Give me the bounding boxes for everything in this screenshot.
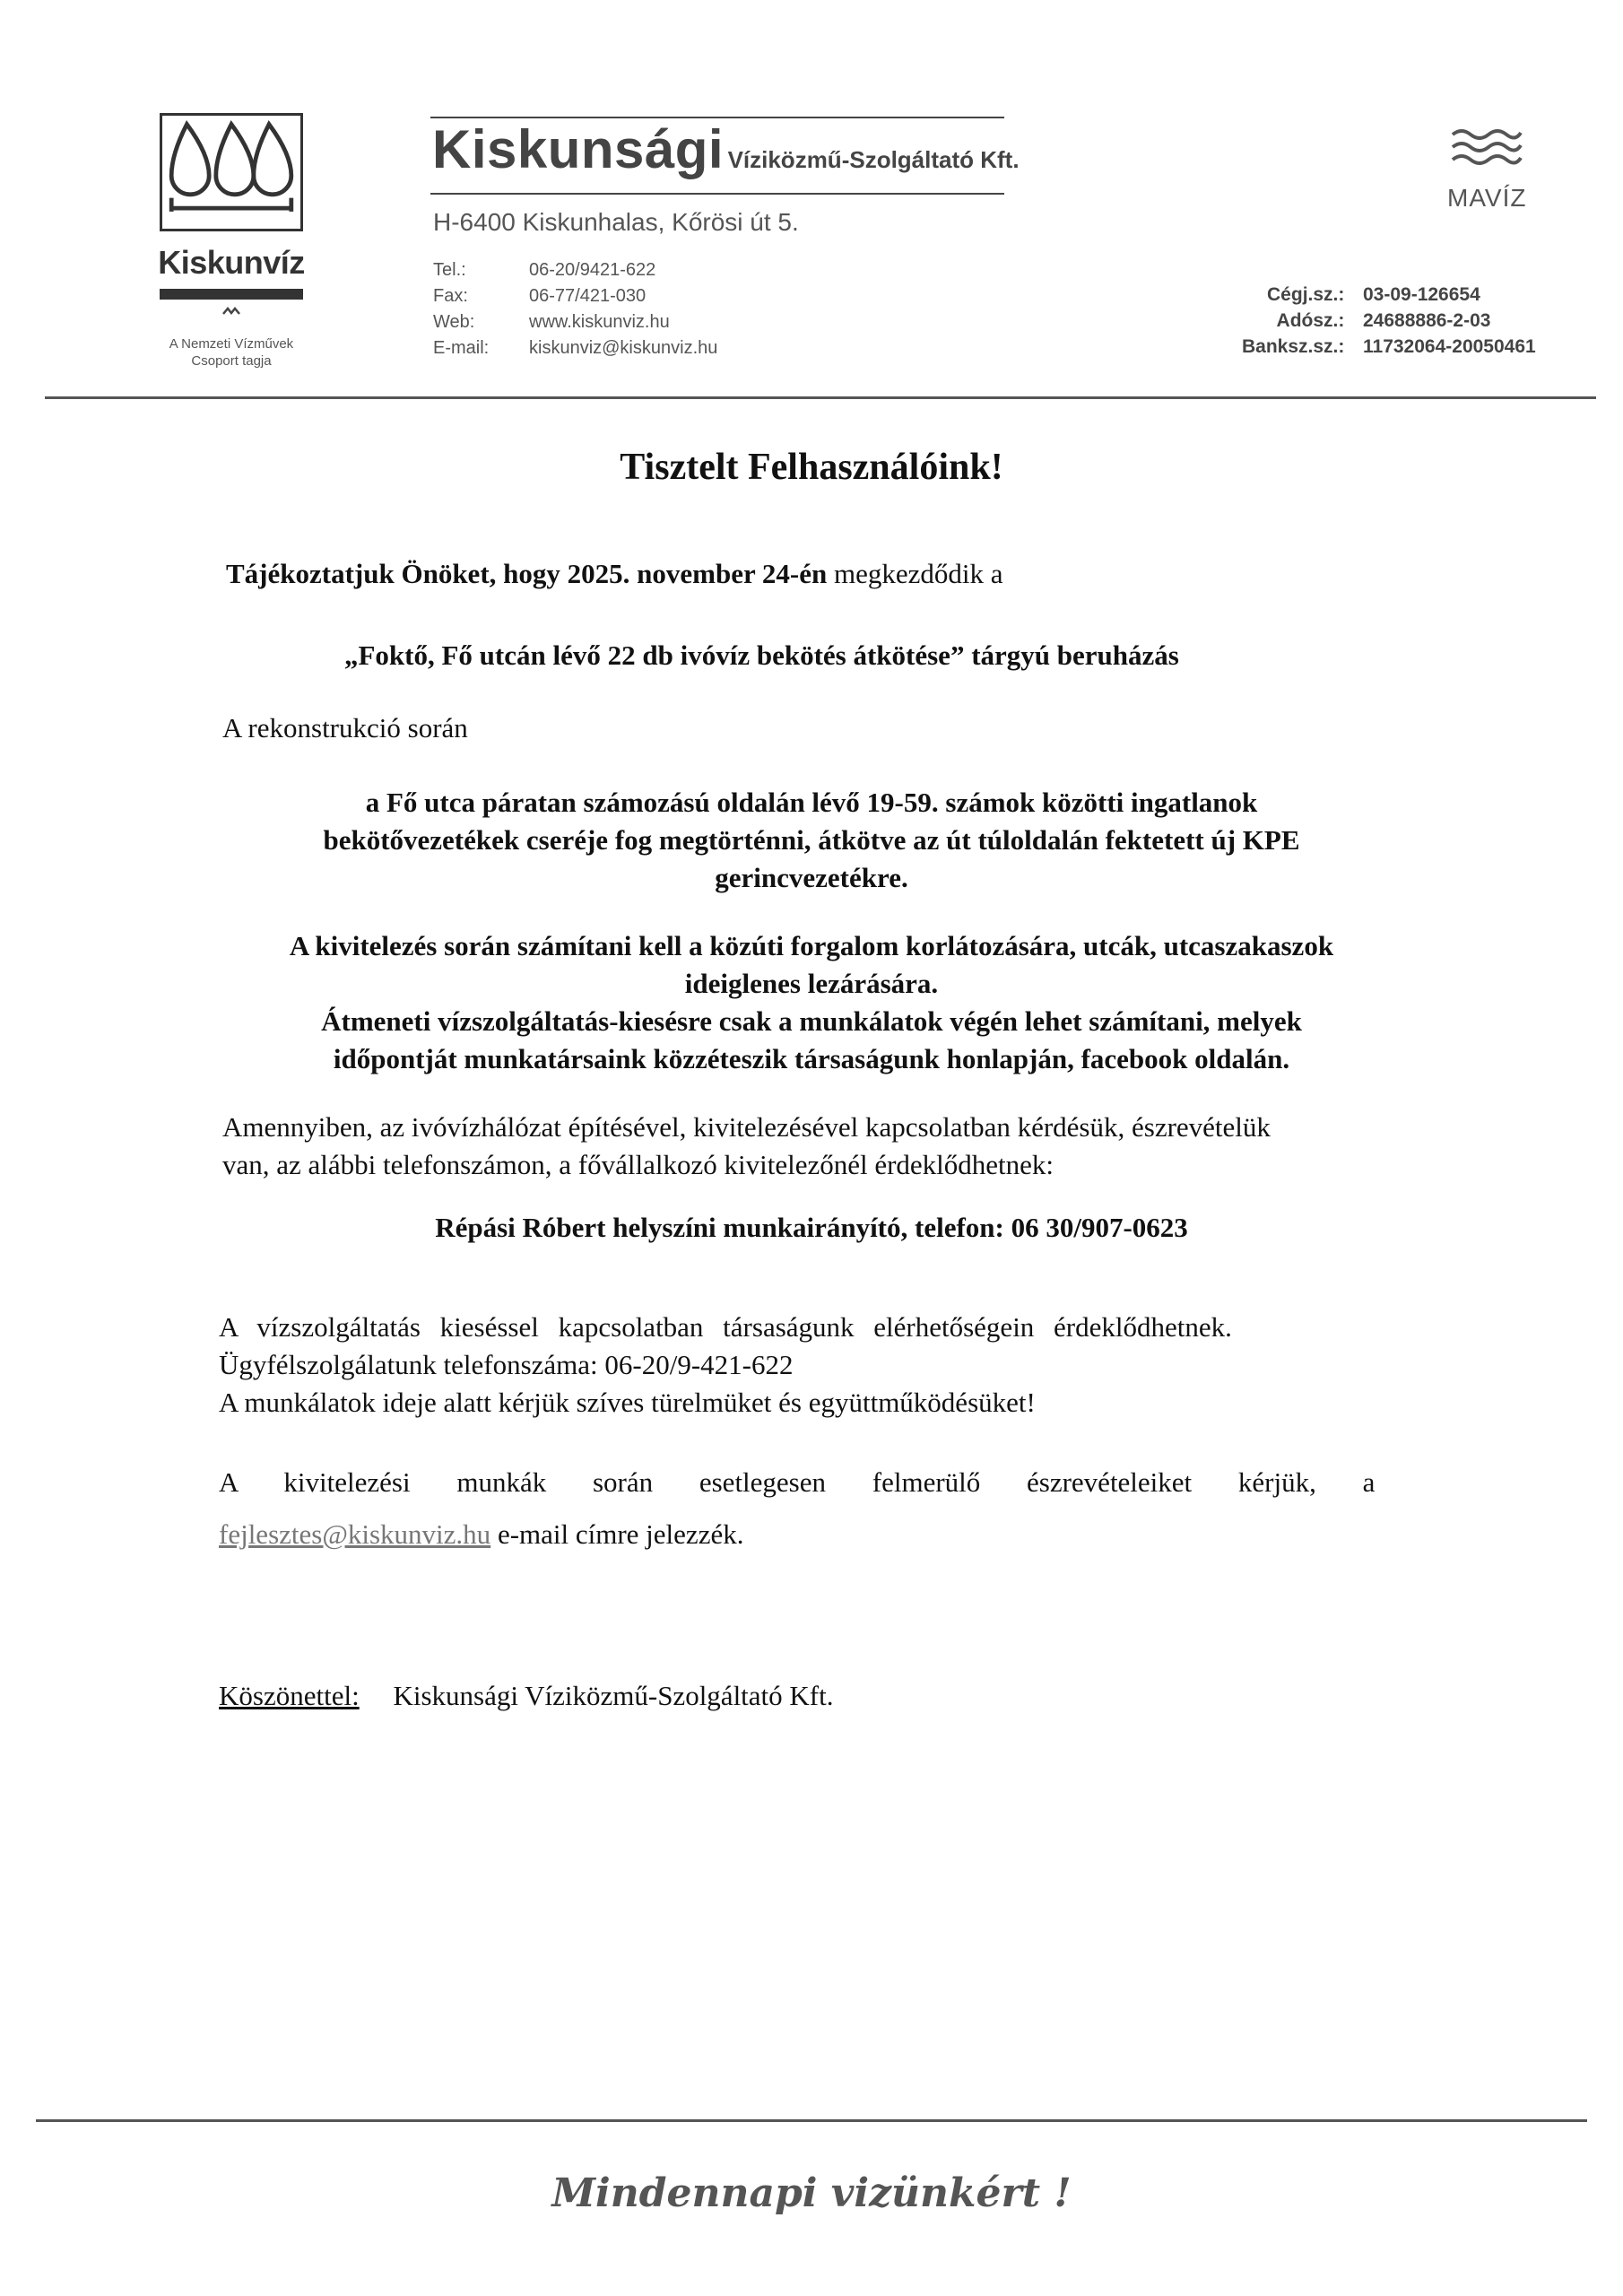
nemzeti-vizmuvek-icon	[222, 307, 240, 316]
remarks-line: A kivitelezési munkák során esetlegesen felmerülő észrevételeiket kérjük, a	[219, 1466, 1376, 1498]
company-logo	[160, 113, 303, 231]
contact-person: Répási Róbert helyszíni munkairányító, telefon: 06 30/907-0623	[435, 1212, 1188, 1243]
company-address: H-6400 Kiskunhalas, Kőrösi út 5.	[433, 208, 799, 236]
web-link[interactable]: www.kiskunviz.hu	[529, 312, 670, 332]
contact-values	[529, 257, 717, 361]
maviz-waves-icon	[1451, 126, 1523, 170]
inquiry-paragraph: Amennyiben, az ivóvízhálózat építésével, kivitelezésével kapcsolatban kérdésük, észrevételük van, az alábbi telefonszámon, a fővállalkozó kivitelezőnél érdeklődhetnek:	[222, 1111, 1271, 1180]
contact-labels: Tel.: Fax: Web: E-mail:	[433, 260, 490, 358]
logo-name: Kiskunvíz	[158, 244, 305, 281]
remarks-email-line: fejlesztes@kiskunviz.hu e-mail címre jelezzék.	[219, 1518, 744, 1550]
header-divider	[45, 396, 1596, 399]
logo-bar	[160, 289, 303, 300]
fax-value: 06-77/421-030	[529, 286, 647, 306]
project-title: „Foktő, Fő utcán lévő 22 db ivóvíz bekötés átkötése” tárgyú beruházás	[344, 639, 1179, 671]
letter-title: Tisztelt Felhasználóink!	[620, 447, 1003, 488]
intro-paragraph: Tájékoztatjuk Önöket, hogy 2025. november 24-én megkezdődik a	[226, 558, 1003, 589]
maviz-logo-text: MAVÍZ	[1447, 184, 1527, 212]
water-drops-icon	[162, 116, 300, 229]
registration-labels: Cégj.sz.: Adósz.: Banksz.sz.:	[1242, 284, 1345, 357]
company-rule-bottom	[430, 193, 1004, 195]
service-paragraph: A vízszolgáltatás kieséssel kapcsolatban társaságunk elérhetőségein érdeklődhetnek. Ügyfélszolgálatunk telefonszáma: 06-20/9-421-622 A munkálatok ideje alatt kérjük szíves türelmüket és együttműködésüket!	[219, 1311, 1232, 1418]
closing: Köszönettel: Kiskunsági Víziközmű-Szolgáltató Kft.	[219, 1680, 834, 1711]
footer-slogan: Mindennapi vizünkért !	[551, 2170, 1072, 2216]
reconstruction-intro: A rekonstrukció során	[222, 712, 468, 744]
email-link[interactable]: kiskunviz@kiskunviz.hu	[529, 338, 718, 358]
company-name: Kiskunsági Víziközmű-Szolgáltató Kft.	[432, 119, 1020, 179]
footer-divider	[36, 2119, 1587, 2122]
registration-values: 03-09-126654 24688886-2-03 11732064-20050461	[1363, 284, 1536, 357]
reconstruction-details: a Fő utca páratan számozású oldalán lévő 19-59. számok közötti ingatlanok bekötővezetékek cseréje fog megtörténni, átkötve az út túloldalán fektetett új KPE gerincvezetékre.	[323, 787, 1300, 893]
development-email-link[interactable]: fejlesztes@kiskunviz.hu	[219, 1518, 491, 1550]
traffic-notice: A kivitelezés során számítani kell a közúti forgalom korlátozására, utcák, utcaszakaszok ideiglenes lezárására. Átmeneti vízszolgáltatás-kiesésre csak a munkálatok végén lehet számítani, melyek időpontját munkatársaink közzéteszik társaságunk honlapján, facebook oldalán.	[289, 930, 1334, 1074]
logo-tagline: A Nemzeti Vízművek Csoport tagja	[169, 336, 294, 369]
phone-value: 06-20/9421-622	[529, 260, 656, 280]
